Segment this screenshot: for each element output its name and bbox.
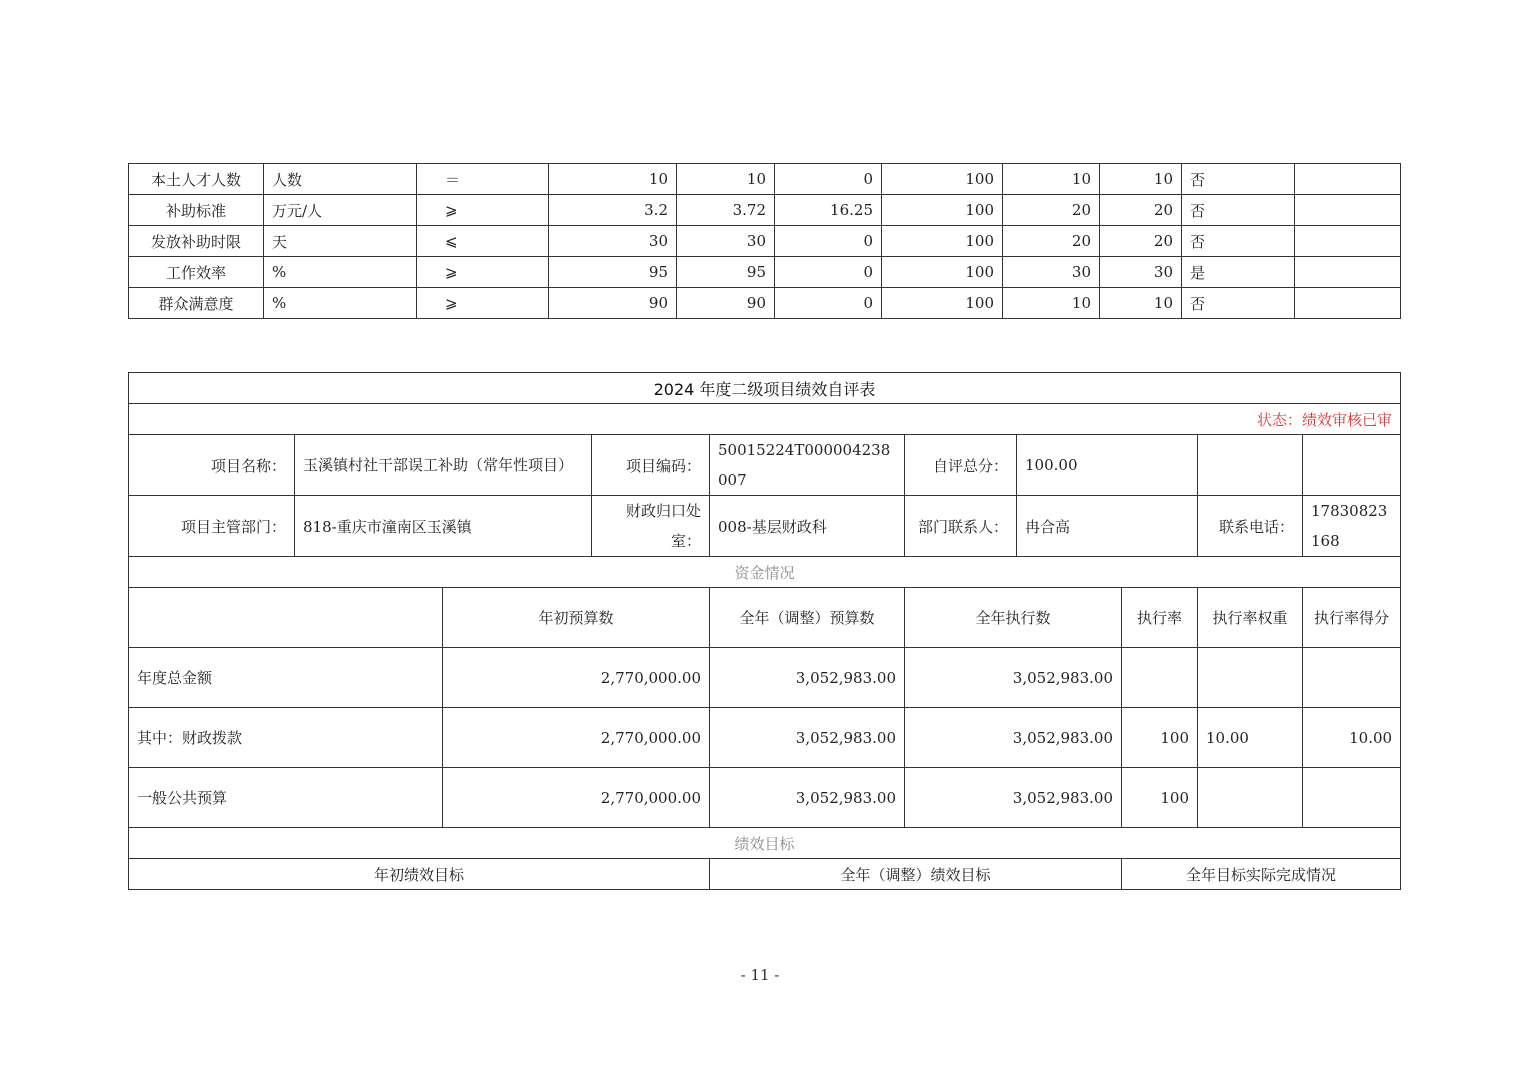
phone-label: 联系电话： — [1198, 496, 1303, 557]
indicator-name-cell: 工作效率 — [129, 257, 264, 288]
indicator-core-cell: 否 — [1182, 226, 1295, 257]
goals-header-initial: 年初绩效目标 — [129, 859, 710, 890]
indicator-op-cell: ⩽ — [417, 226, 549, 257]
indicator-note-cell — [1295, 195, 1401, 226]
indicator-core-cell: 否 — [1182, 164, 1295, 195]
finance-office-label: 财政归口处室： — [592, 496, 710, 557]
page-number: - 11 - — [740, 966, 780, 984]
indicator-unit-cell: % — [264, 257, 417, 288]
table-row — [129, 195, 1401, 226]
indicator-rate-cell: 100 — [882, 226, 1003, 257]
funds-initial-cell: 2,770,000.00 — [443, 648, 710, 708]
indicator-weight-cell: 20 — [1003, 195, 1100, 226]
funds-score-cell — [1303, 648, 1401, 708]
funds-header-blank — [129, 588, 443, 648]
indicator-actual-cell: 95 — [677, 257, 775, 288]
indicator-actual-cell: 3.72 — [677, 195, 775, 226]
table-row — [129, 164, 1401, 195]
funds-rate-cell: 100 — [1122, 708, 1198, 768]
indicator-rate-cell: 100 — [882, 288, 1003, 319]
funds-label-cell: 一般公共预算 — [129, 768, 443, 828]
indicator-weight-cell: 10 — [1003, 288, 1100, 319]
goals-section-header: 绩效目标 — [129, 828, 1401, 859]
indicator-weight-cell: 20 — [1003, 226, 1100, 257]
indicator-unit-cell: % — [264, 288, 417, 319]
table-title: 2024 年度二级项目绩效自评表 — [129, 373, 1401, 404]
funds-header-executed: 全年执行数 — [905, 588, 1122, 648]
funds-adjusted-cell: 3,052,983.00 — [710, 708, 905, 768]
project-name-value: 玉溪镇村社干部误工补助（常年性项目） — [295, 435, 592, 496]
indicator-note-cell — [1295, 257, 1401, 288]
indicator-target-cell: 10 — [549, 164, 677, 195]
indicator-actual-cell: 30 — [677, 226, 775, 257]
funds-executed-cell: 3,052,983.00 — [905, 648, 1122, 708]
finance-office-value: 008-基层财政科 — [710, 496, 905, 557]
indicator-name-cell: 发放补助时限 — [129, 226, 264, 257]
performance-evaluation-table — [128, 372, 1401, 890]
indicator-target-cell: 30 — [549, 226, 677, 257]
funds-executed-cell: 3,052,983.00 — [905, 768, 1122, 828]
indicator-deviation-cell: 0 — [775, 257, 882, 288]
indicator-actual-cell: 10 — [677, 164, 775, 195]
indicator-name-cell: 补助标准 — [129, 195, 264, 226]
indicator-weight-cell: 10 — [1003, 164, 1100, 195]
phone-value: 17830823168 — [1303, 496, 1401, 557]
funds-executed-cell: 3,052,983.00 — [905, 708, 1122, 768]
indicator-weight-cell: 30 — [1003, 257, 1100, 288]
funds-initial-cell: 2,770,000.00 — [443, 768, 710, 828]
self-score-label: 自评总分： — [905, 435, 1017, 496]
indicator-rate-cell: 100 — [882, 195, 1003, 226]
funds-header-rate: 执行率 — [1122, 588, 1198, 648]
table-row — [129, 226, 1401, 257]
funds-section-header: 资金情况 — [129, 557, 1401, 588]
indicator-op-cell: ⩾ — [417, 257, 549, 288]
indicator-actual-cell: 90 — [677, 288, 775, 319]
indicator-score-cell: 20 — [1100, 195, 1182, 226]
funds-header-adjusted: 全年（调整）预算数 — [710, 588, 905, 648]
funds-weight-cell — [1198, 768, 1303, 828]
funds-header-weight: 执行率权重 — [1198, 588, 1303, 648]
indicator-deviation-cell: 0 — [775, 164, 882, 195]
table-row — [129, 708, 1401, 768]
funds-adjusted-cell: 3,052,983.00 — [710, 768, 905, 828]
contact-value: 冉合高 — [1017, 496, 1198, 557]
indicator-score-cell: 20 — [1100, 226, 1182, 257]
indicator-note-cell — [1295, 164, 1401, 195]
indicator-target-cell: 95 — [549, 257, 677, 288]
empty-cell — [1198, 435, 1303, 496]
indicator-op-cell: ＝ — [417, 164, 549, 195]
goals-header-actual: 全年目标实际完成情况 — [1122, 859, 1401, 890]
project-code-value: 50015224T000004238007 — [710, 435, 905, 496]
funds-weight-cell — [1198, 648, 1303, 708]
indicator-deviation-cell: 0 — [775, 226, 882, 257]
indicator-score-cell: 10 — [1100, 164, 1182, 195]
funds-adjusted-cell: 3,052,983.00 — [710, 648, 905, 708]
funds-label-cell: 其中：财政拨款 — [129, 708, 443, 768]
dept-label: 项目主管部门： — [129, 496, 295, 557]
indicator-rate-cell: 100 — [882, 257, 1003, 288]
table-row — [129, 648, 1401, 708]
indicator-op-cell: ⩾ — [417, 195, 549, 226]
funds-rate-cell — [1122, 648, 1198, 708]
table-row — [129, 257, 1401, 288]
indicator-unit-cell: 人数 — [264, 164, 417, 195]
indicator-op-cell: ⩾ — [417, 288, 549, 319]
indicator-deviation-cell: 16.25 — [775, 195, 882, 226]
indicator-name-cell: 本土人才人数 — [129, 164, 264, 195]
funds-score-cell — [1303, 768, 1401, 828]
indicator-core-cell: 否 — [1182, 195, 1295, 226]
indicator-name-cell: 群众满意度 — [129, 288, 264, 319]
funds-initial-cell: 2,770,000.00 — [443, 708, 710, 768]
funds-label-cell: 年度总金额 — [129, 648, 443, 708]
project-name-label: 项目名称： — [129, 435, 295, 496]
dept-value: 818-重庆市潼南区玉溪镇 — [295, 496, 592, 557]
indicator-rate-cell: 100 — [882, 164, 1003, 195]
indicator-score-cell: 10 — [1100, 288, 1182, 319]
funds-header-initial: 年初预算数 — [443, 588, 710, 648]
goals-header-adjusted: 全年（调整）绩效目标 — [710, 859, 1122, 890]
indicator-unit-cell: 万元/人 — [264, 195, 417, 226]
indicator-score-cell: 30 — [1100, 257, 1182, 288]
status-text: 状态：绩效审核已审 — [129, 404, 1401, 435]
indicator-target-cell: 90 — [549, 288, 677, 319]
project-code-label: 项目编码： — [592, 435, 710, 496]
contact-label: 部门联系人： — [905, 496, 1017, 557]
self-score-value: 100.00 — [1017, 435, 1198, 496]
indicator-core-cell: 否 — [1182, 288, 1295, 319]
indicator-target-cell: 3.2 — [549, 195, 677, 226]
indicator-note-cell — [1295, 226, 1401, 257]
funds-weight-cell: 10.00 — [1198, 708, 1303, 768]
table-row — [129, 768, 1401, 828]
funds-rate-cell: 100 — [1122, 768, 1198, 828]
funds-header-score: 执行率得分 — [1303, 588, 1401, 648]
indicator-note-cell — [1295, 288, 1401, 319]
indicator-table — [128, 163, 1401, 319]
indicator-unit-cell: 天 — [264, 226, 417, 257]
empty-cell — [1303, 435, 1401, 496]
indicator-core-cell: 是 — [1182, 257, 1295, 288]
table-row — [129, 288, 1401, 319]
indicator-deviation-cell: 0 — [775, 288, 882, 319]
funds-score-cell: 10.00 — [1303, 708, 1401, 768]
